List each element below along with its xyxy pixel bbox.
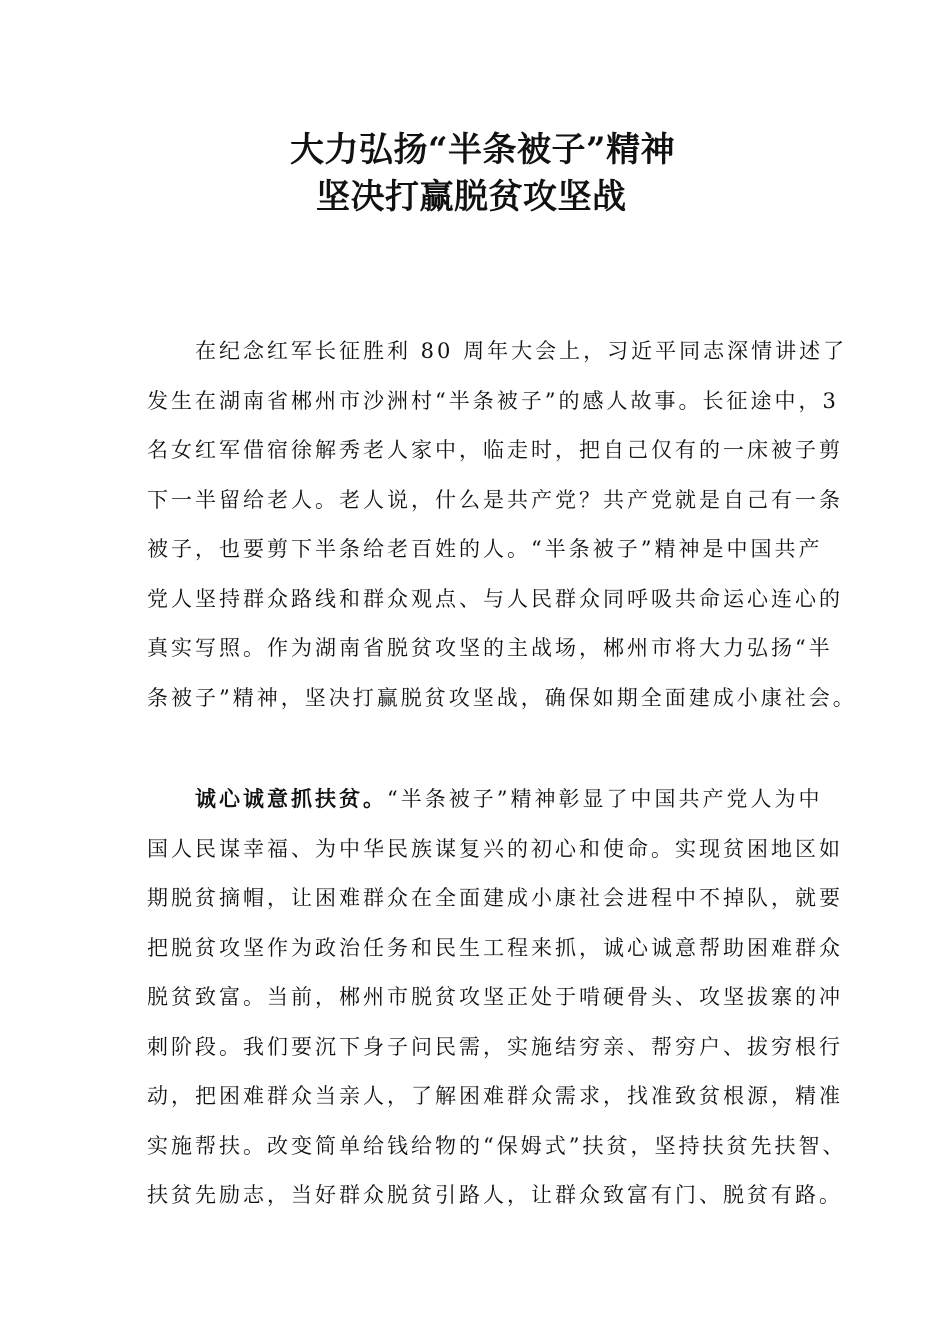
paragraph-line: 把脱贫攻坚作为政治任务和民生工程来抓，诚心诚意帮助困难群众 [147, 935, 843, 960]
paragraph-line: 动，把困难群众当亲人，了解困难群众需求，找准致贫根源，精准 [147, 1084, 843, 1108]
title-line-2: 坚决打赢脱贫攻坚战 [316, 177, 627, 217]
paragraph-line: 期脱贫摘帽，让困难群众在全面建成小康社会进程中不掉队，就要 [147, 886, 843, 910]
paragraph-first-line-text: “半条被子”精神彰显了中国共产党人为中 [387, 787, 823, 811]
paragraph-line: 发生在湖南省郴州市沙洲村“半条被子”的感人故事。长征途中，3 [147, 388, 839, 413]
paragraph-line: 真实写照。作为湖南省脱贫攻坚的主战场，郴州市将大力弘扬“半 [147, 636, 833, 660]
paragraph-line: 实施帮扶。改变简单给钱给物的“保姆式”扶贫，坚持扶贫先扶智、 [147, 1133, 847, 1158]
paragraph-line: 刺阶段。我们要沉下身子问民需，实施结穷亲、帮穷户、拔穷根行 [147, 1034, 843, 1059]
paragraph-line: 在纪念红军长征胜利 80 周年大会上，习近平同志深情讲述了 [147, 339, 848, 363]
paragraph-intro [147, 327, 857, 723]
paragraph-line: 国人民谋幸福、为中华民族谋复兴的初心和使命。实现贫困地区如 [147, 836, 843, 861]
title-line-1: 大力弘扬“半条被子”精神 [290, 130, 676, 170]
paragraph-line: 脱贫致富。当前，郴州市脱贫攻坚正处于啃硬骨头、攻坚拔寨的冲 [147, 985, 843, 1009]
paragraph-line: 名女红军借宿徐解秀老人家中，临走时，把自己仅有的一床被子剪 [147, 438, 843, 462]
paragraph-lead-heading: 诚心诚意抓扶贫。 [195, 787, 387, 811]
paragraph-line: 条被子”精神，坚决打赢脱贫攻坚战，确保如期全面建成小康社会。 [147, 685, 857, 710]
paragraph-line: 党人坚持群众路线和群众观点、与人民群众同呼吸共命运心连心的 [147, 586, 843, 611]
paragraph-poverty-alleviation [147, 775, 847, 1221]
paragraph-line: 扶贫先励志，当好群众脱贫引路人，让群众致富有门、脱贫有路。 [147, 1183, 843, 1207]
paragraph-line: 下一半留给老人。老人说，什么是共产党？共产党就是自己有一条 [147, 487, 843, 512]
paragraph-line: 被子，也要剪下半条给老百姓的人。“半条被子”精神是中国共产 [147, 537, 823, 561]
paragraph-first-line [147, 775, 823, 825]
